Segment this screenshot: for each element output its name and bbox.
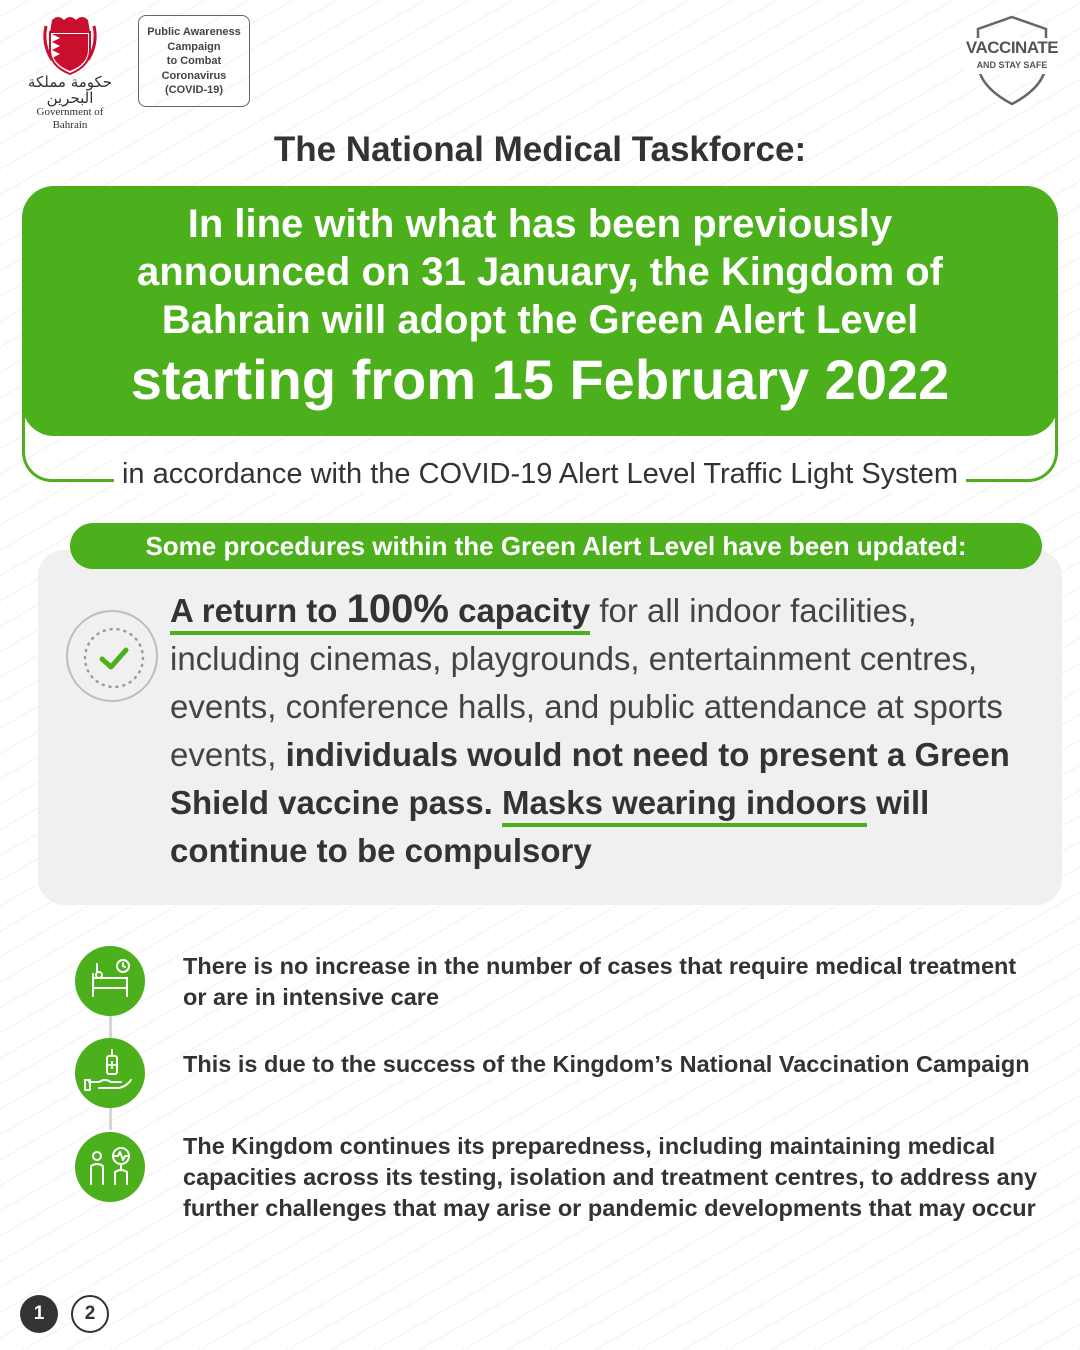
campaign-badge: Public Awareness Campaign to Combat Coronavirus (COVID-19) bbox=[138, 15, 250, 107]
page-indicator-1[interactable]: 1 bbox=[20, 1295, 58, 1333]
check-badge bbox=[66, 610, 158, 702]
procedure-description bbox=[170, 585, 1045, 875]
reason-1-text: There is no increase in the number of cases that require medical treatment or are in intensive care bbox=[183, 953, 1017, 1010]
procedures-heading: Some procedures within the Green Alert Level have been updated: bbox=[70, 523, 1042, 569]
government-arabic-name: حكومة مملكة البحرين bbox=[27, 73, 113, 107]
return-capacity-phrase: A return to 100% capacity bbox=[170, 592, 590, 635]
masks-phrase: Masks wearing indoors bbox=[502, 784, 867, 827]
bahrain-emblem-icon bbox=[42, 14, 98, 76]
reason-2-text: This is due to the success of the Kingdom’s National Vaccination Campaign bbox=[183, 1051, 1030, 1077]
hospital-bed-icon bbox=[75, 946, 145, 1016]
accordance-note: in accordance with the COVID-19 Alert Level Traffic Light System bbox=[114, 455, 966, 493]
banner-line-3: Bahrain will adopt the Green Alert Level bbox=[161, 298, 919, 342]
banner-line-2: announced on 31 January, the Kingdom of bbox=[137, 250, 943, 294]
vaccine-hand-icon bbox=[75, 1038, 145, 1108]
vaccinate-badge bbox=[962, 14, 1062, 108]
government-logo bbox=[18, 14, 122, 131]
page-title: The National Medical Taskforce: bbox=[273, 130, 807, 169]
procedure-facilities-text: for all indoor facilities, including cinemas, playgrounds, entertainment centres, events, conference halls, and public attendance at sports events, bbox=[170, 592, 1003, 773]
checkmark-icon bbox=[68, 612, 160, 704]
vaccinate-subtitle: AND STAY SAFE bbox=[976, 60, 1048, 70]
capacity-percent: 100% bbox=[346, 587, 449, 631]
people-monitoring-icon bbox=[75, 1132, 145, 1202]
banner-line-1: In line with what has been previously bbox=[187, 202, 893, 246]
reason-3-text: The Kingdom continues its preparedness, including maintaining medical capacities across its testing, isolation and treatment centres, to address any further challenges that may arise or pandemic developments that may occur bbox=[183, 1133, 1038, 1221]
vaccinate-title: VACCINATE bbox=[965, 38, 1059, 57]
page-indicator-2[interactable]: 2 bbox=[71, 1295, 109, 1333]
masks-compulsory-text: will continue to be compulsory bbox=[170, 784, 930, 869]
banner-start-date: starting from 15 February 2022 bbox=[130, 348, 950, 411]
government-english-name: Government of Bahrain bbox=[36, 106, 104, 131]
vaccine-pass-note: individuals would not need to present a Green Shield vaccine pass. bbox=[170, 736, 1010, 821]
